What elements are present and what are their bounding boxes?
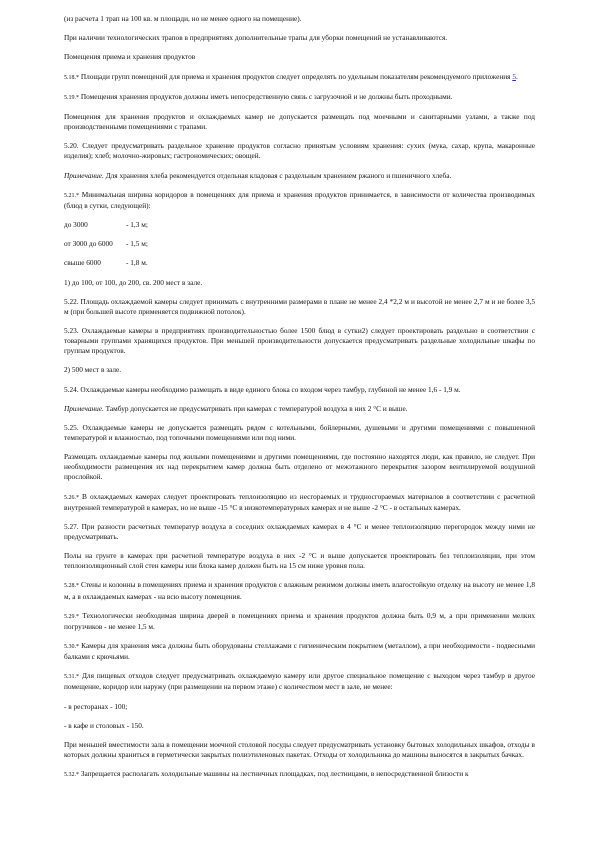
width-row [64,220,535,230]
clause-5-25: 5.25. Охлаждаемые камеры не допускается размещать рядом с котельными, бойлерными, душевыми и другими помещениями с повышенной температурой и влажностью, под топочными помещениями или под ними. [64,422,535,443]
appendix-link[interactable]: 5 [512,71,516,81]
note-text: Тамбур допускается не предусматривать при камерах с температурой воздуха в них 2 °С и выше. [103,403,408,413]
paragraph: (из расчета 1 трап на 100 кв. м площади, но не менее одного на помещение). [64,14,302,23]
clause-5-29 [64,611,535,632]
clause-number: 5.21.* [64,192,79,199]
width-row-label: до 3000 [64,219,88,229]
clause-5-31 [64,671,535,692]
list-item: - в кафе и столовых - 150. [64,720,144,730]
clause-5-19 [64,92,535,103]
clause-number: 5.30.* [64,644,79,650]
clause-text: Камеры для хранения мяса должны быть оборудованы стеллажами с гигиеническим покрытием (металлом), а при необходимости - подвесными балками с крючьями. [64,641,535,662]
footnote: 2) 500 мест в зале. [64,365,122,375]
clause-number: 5.31.* [64,674,79,681]
clause-5-24: 5.24. Охлаждаемые камеры необходимо размещать в виде единого блока со входом через тамбур, глубиной не менее 1,6 - 1,9 м. [64,384,461,394]
clause-5-27: 5.27. При разности расчетных температур воздуха в соседних охлаждаемых камерах в 4 °С и менее теплоизоляцию перегородок между ними не предусматривать. [64,521,535,541]
clause-5-26 [64,492,535,513]
clause-5-20: 5.20. Следует предусматривать раздельное хранение продуктов согласно принятым условиям хранения: сухих (мука, сахар, крупа, макаронные изделия); хлеб; молочно-жировых; гастрономических; овощей. [64,141,535,161]
clause-5-21 [64,190,535,211]
width-row [64,258,535,268]
clause-number: 5.26.* [64,494,79,501]
clause-number: 5.18.* [64,74,79,81]
clause-5-32 [64,769,535,780]
paragraph: При наличии технологических трапов в предприятиях дополнительные трапы для уборки помещений не устанавливаются. [64,33,448,43]
paragraph: При меньшей вместимости зала в помещении моечной столовой посуды следует предусматривать установку бытовых холодильных шкафов, отходы в которых должны храниться в герметически закрытых полиэтиленовых пакетах. Отходы от холодильника до машины выносятся в закрытых бачках. [64,739,535,760]
clause-text: В охлаждаемых камерах следует проектировать теплоизоляцию из несгораемых и трудносгораемых материалов в соответствии с расчетной внутренней температурой в камерах, но не выше -15 °С в низкотемпературных камерах и не выше -2 °С - в остальных камерах. [64,491,535,512]
footnote: 1) до 100, от 100, до 200, св. 200 мест в зале. [64,277,203,287]
clause-number: 5.19.* [64,94,79,101]
clause-text: Стены и колонны в помещениях приема и хранения продуктов с влажным режимом должны иметь влагостойкую отделку на высоту не менее 1,8 м, а в охлаждаемых камерах - на всю высоту помещения. [64,580,535,601]
paragraph: Размещать охлаждаемые камеры под жилыми помещениями и другими помещениями, где постоянно находятся люди, как правило, не следует. При необходимости размещения их над перекрытием камер должна быть отделено от межэтажного перекрытия зазором вентилируемой воздушной прослойкой. [64,452,535,482]
width-row-value: - 1,3 м; [126,219,148,229]
width-row-label: от 3000 до 6000 [64,239,113,249]
clause-5-18 [64,72,535,83]
clause-number: 5.29.* [64,613,79,620]
section-heading: Помещения приема и хранения продуктов [64,52,196,62]
clause-text: Для пищевых отходов следует предусматривать охлаждаемую камеру или другое специальное помещение с выходом через тамбур в другое помещение, коридор или наружу (при размещении на первом этаже) с количеством мест в зале, не менее: [64,671,535,692]
clause-5-22: 5.22. Площадь охлаждаемой камеры следует принимать с внутренними размерами в плане не менее 2,4 *2,2 м и высотой не менее 2,7 м и не более 3,5 м (при большей высоте применяется подвижной потолок). [64,296,535,316]
clause-text: Технологически необходимая ширина дверей в помещениях приема и хранения продуктов должна быть 0,9 м, а при применении мелких погрузчиков - не менее 1,5 м. [64,610,535,631]
clause-text: Помещения хранения продуктов должны иметь непосредственную связь с загрузочной и не должны быть проходными. [79,91,453,101]
clause-text: Запрещается располагать холодильные машины на лестничных площадках, под лестницами, в непосредственной близости к [79,769,469,779]
clause-number: 5.28.* [64,583,79,590]
width-row-value: - 1,5 м; [126,239,148,249]
width-row-label: свыше 6000 [64,258,101,268]
clause-text: Минимальная ширина коридоров в помещениях для приема и хранения продуктов принимается, в зависимости от количества производимых (блюд в сутки, следующей): [64,189,535,210]
note [64,171,535,181]
paragraph: Полы на грунте в камерах при расчетной температуре воздуха в них -2 °С и выше допускается проектировать без теплоизоляции, при этом теплоизоляционный слой стен камеры или блока камер должен быть на 15 см ниже уровня пола. [64,551,535,571]
clause-text: Площади групп помещений для приема и хранения продуктов следует определять по удельным показателям рекомендуемого приложения [79,71,513,81]
note-label: Примечание. [64,170,104,180]
width-row [64,239,535,249]
list-item: - в ресторанах - 100; [64,701,128,711]
clause-number: 5.32.* [64,772,79,779]
clause-5-28 [64,580,535,601]
width-row-value: - 1,8 м. [126,258,148,268]
clause-5-30 [64,641,535,662]
clause-end: . [515,71,518,81]
note-label: Примечание. [64,403,104,413]
clause-5-23: 5.23. Охлаждаемые камеры в предприятиях производительностью более 1500 блюд в сутки2) следует проектировать раздельно в соответствии с товарными группами хранящихся продуктов. При меньшей производительности допускается предусматривать раздельные холодильные шкафы по группам продуктов. [64,326,535,356]
note [64,404,535,414]
note-text: Для хранения хлеба рекомендуется отдельная кладовая с раздельным хранением ржаного и пшеничного хлеба. [103,170,452,180]
paragraph: Помещения для хранения продуктов и охлаждаемых камер не допускается размещать под моечными и санитарными узлами, а также под производственными помещениями с трапами. [64,111,535,132]
